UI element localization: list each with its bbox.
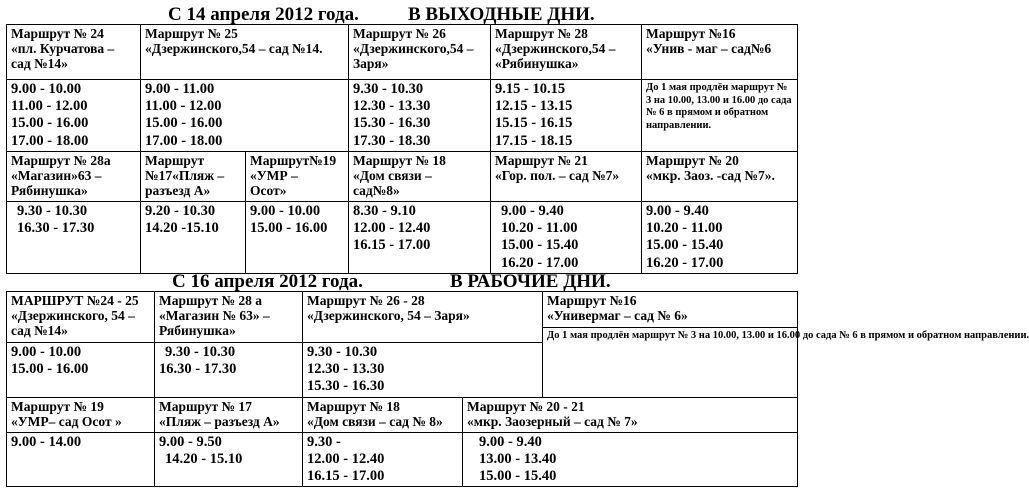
weekend-times-18 <box>349 202 491 274</box>
workday-note-16: До 1 мая продлён маршрут № 3 на 10.00, 13.00 и 16.00 до сада № 6 в прямом и обратном направлении. <box>543 327 797 343</box>
workday-heading-days: В РАБОЧИЕ ДНИ. <box>450 271 611 292</box>
time-range: 14.20 -15.10 <box>145 220 219 237</box>
time-range: 12.00 - 12.40 <box>353 220 431 237</box>
route-number: Маршрут № 18 <box>353 153 446 168</box>
time-range: 10.20 - 11.00 <box>501 220 578 237</box>
weekend-route-19 <box>246 152 349 202</box>
time-range: 15.00 - 16.00 <box>11 361 89 378</box>
time-range: 9.15 - 10.15 <box>495 81 566 97</box>
route-number: Маршрут № 20 <box>646 153 739 168</box>
route-desc: «Дом связи – <box>353 168 432 183</box>
workday-times-18 <box>303 433 463 487</box>
route-number: Маршрут № 26 <box>353 26 446 41</box>
time-range: 9.30 - 10.30 <box>165 344 236 360</box>
weekend-route-17 <box>141 152 246 202</box>
route-desc: «Универмаг – сад № 6» <box>547 308 688 323</box>
route-number: Маршрут №16 <box>547 293 637 308</box>
time-range: 10.20 - 11.00 <box>646 220 723 237</box>
time-range: 15.30 - 16.30 <box>353 115 431 132</box>
weekend-route-21 <box>491 152 642 202</box>
route-number: Маршрут № 25 <box>145 26 238 41</box>
weekend-times-26 <box>349 80 491 152</box>
route-desc: «пл. Курчатова – <box>11 41 115 56</box>
route-number: Маршрут № 24 <box>11 26 104 41</box>
weekend-route-24 <box>7 25 141 80</box>
route-desc: разъезд А» <box>145 183 211 198</box>
time-range: 16.15 - 17.00 <box>307 468 385 485</box>
weekend-heading-date: С 14 апреля 2012 года. <box>168 4 359 25</box>
route-desc: «мкр. Заозерный – сад № 7» <box>467 414 638 429</box>
workday-times-28a <box>155 343 303 398</box>
workday-schedule-table <box>6 291 1029 487</box>
route-number: Маршрут № 21 <box>495 153 588 168</box>
time-range: 9.00 - 14.00 <box>11 434 82 450</box>
route-desc: №17«Пляж – <box>145 168 225 183</box>
time-range: 15.30 - 16.30 <box>307 378 385 395</box>
weekend-route-26 <box>349 25 491 80</box>
route-desc: «Рябинушка» <box>495 56 579 71</box>
route-number: Маршрут № 19 <box>11 399 104 414</box>
time-range: 15.00 - 16.00 <box>250 220 328 237</box>
route-desc: «Дзержинского, 54 – <box>11 308 135 323</box>
workday-route-28a <box>155 292 303 343</box>
time-range: 17.30 - 18.30 <box>353 132 431 149</box>
route-desc: Осот» <box>250 183 287 198</box>
workday-route-16 <box>543 292 1029 398</box>
time-range: 12.30 - 13.30 <box>353 98 431 115</box>
route-desc: «Дзержинского,54 – <box>495 41 616 56</box>
route-desc: «Магазин № 63» – <box>159 308 270 323</box>
route-desc: Рябинушка» <box>159 323 236 338</box>
workday-route-18 <box>303 398 463 433</box>
workday-times-24-25 <box>7 343 155 398</box>
route-number: МАРШРУТ №24 - 25 <box>11 293 139 308</box>
weekend-row2-times <box>7 202 798 274</box>
route-desc: «УМР– сад Осот » <box>11 414 122 429</box>
time-range: 9.00 - 9.40 <box>501 203 564 219</box>
weekend-route-25 <box>141 25 349 80</box>
weekend-heading-days: В ВЫХОДНЫЕ ДНИ. <box>408 4 595 25</box>
time-range: 14.20 - 15.10 <box>165 451 243 468</box>
time-range: 16.30 - 17.30 <box>17 220 95 237</box>
workday-times-20-21 <box>463 433 798 487</box>
workday-route-20-21 <box>463 398 798 433</box>
route-desc: «Дзержинского,54 – <box>353 41 474 56</box>
time-range: 17.15 - 18.15 <box>495 132 573 149</box>
route-desc: «мкр. Заоз. -сад №7». <box>646 168 775 183</box>
time-range: 9.00 - 11.00 <box>145 81 215 97</box>
weekend-route-16 <box>642 25 798 80</box>
workday-route-24-25 <box>7 292 155 343</box>
route-desc: «УМР – <box>250 168 298 183</box>
time-range: 9.30 - 10.30 <box>353 81 424 97</box>
time-range: 15.15 - 16.15 <box>495 115 573 132</box>
time-range: 12.30 - 13.30 <box>307 361 385 378</box>
time-range: 16.15 - 17.00 <box>353 237 431 254</box>
route-desc: «Магазин»63 – <box>11 168 102 183</box>
workday-times-19 <box>7 433 155 487</box>
weekend-row2-routes <box>7 152 798 202</box>
workday-route-26-28 <box>303 292 543 343</box>
weekend-times-24 <box>7 80 141 152</box>
time-range: 9.20 - 10.30 <box>145 203 216 219</box>
route-number: Маршрут № 17 <box>159 399 252 414</box>
time-range: 8.30 - 9.10 <box>353 203 416 219</box>
route-number: Маршрут № 28 <box>495 26 588 41</box>
time-range: 11.00 - 12.00 <box>11 98 88 115</box>
workday-row1-routes <box>7 292 798 343</box>
time-range: 15.00 - 16.00 <box>11 115 89 132</box>
time-range: 16.20 - 17.00 <box>646 254 724 271</box>
weekend-note-16: До 1 мая продлён маршрут № 3 на 10.00, 13.00 и 16.00 до сада № 6 в прямом и обратном направлении. <box>642 80 798 152</box>
weekend-row1-routes <box>7 25 798 80</box>
time-range: 11.00 - 12.00 <box>145 98 222 115</box>
time-range: 17.00 - 18.00 <box>145 132 223 149</box>
weekend-route-28a <box>7 152 141 202</box>
weekend-times-20 <box>642 202 798 274</box>
time-range: 16.20 - 17.00 <box>501 254 579 271</box>
workday-times-17 <box>155 433 303 487</box>
route-desc: Заря» <box>353 56 389 71</box>
weekend-times-28 <box>491 80 642 152</box>
route-number: Маршрут №16 <box>646 26 736 41</box>
route-desc: «Унив - маг – сад№6 <box>646 41 772 56</box>
weekend-route-18 <box>349 152 491 202</box>
route-desc: «Дзержинского, 54 – Заря» <box>307 308 470 323</box>
time-range: 9.00 - 10.00 <box>11 344 82 360</box>
time-range: 15.00 - 15.40 <box>646 237 724 254</box>
weekend-row1-times <box>7 80 798 152</box>
route-number: Маршрут № 28а <box>11 153 111 168</box>
time-range: 15.00 - 15.40 <box>501 237 579 254</box>
time-range: 9.00 - 10.00 <box>11 81 82 97</box>
route-desc: «Дом связи – сад № 8» <box>307 414 443 429</box>
route-desc: «Гор. пол. – сад №7» <box>495 168 620 183</box>
time-range: 15.00 - 16.00 <box>145 115 223 132</box>
time-range: 9.30 - 10.30 <box>17 203 88 219</box>
time-range: 9.00 - 9.50 <box>159 434 222 450</box>
route-desc: Рябинушка» <box>11 183 88 198</box>
workday-route-19 <box>7 398 155 433</box>
time-range: 9.30 - 10.30 <box>307 344 378 360</box>
route-number: Маршрут № 20 - 21 <box>467 399 585 414</box>
route-desc: сад№8» <box>353 183 400 198</box>
route-number: Маршрут№19 <box>250 153 337 168</box>
time-range: 9.00 - 9.40 <box>646 203 709 219</box>
route-number: Маршрут № 28 а <box>159 293 263 308</box>
time-range: 17.00 - 18.00 <box>11 132 89 149</box>
weekend-route-20 <box>642 152 798 202</box>
time-range: 9.30 - <box>307 434 341 450</box>
route-desc: сад №14» <box>11 56 68 71</box>
route-number: Маршрут № 18 <box>307 399 400 414</box>
route-desc: «Пляж – разъезд А» <box>159 414 280 429</box>
workday-row2-times <box>7 433 798 487</box>
route-desc: «Дзержинского,54 – сад №14. <box>145 41 323 56</box>
time-range: 15.00 - 15.40 <box>479 468 557 485</box>
time-range: 12.15 - 13.15 <box>495 98 573 115</box>
workday-times-26-28 <box>303 343 543 398</box>
workday-heading-date: С 16 апреля 2012 года. <box>172 271 363 292</box>
weekend-times-21 <box>491 202 642 274</box>
time-range: 9.00 - 9.40 <box>479 434 542 450</box>
weekend-route-28 <box>491 25 642 80</box>
time-range: 9.00 - 10.00 <box>250 203 321 219</box>
weekend-times-17 <box>141 202 246 274</box>
route-desc: сад №14» <box>11 323 68 338</box>
weekend-times-28a <box>7 202 141 274</box>
workday-row2-routes <box>7 398 798 433</box>
time-range: 12.00 - 12.40 <box>307 451 385 468</box>
route-number: Маршрут № 26 - 28 <box>307 293 425 308</box>
time-range: 16.30 - 17.30 <box>159 361 237 378</box>
weekend-times-19 <box>246 202 349 274</box>
route-number: Маршрут <box>145 153 205 168</box>
weekend-schedule-table <box>6 24 798 274</box>
weekend-times-25 <box>141 80 349 152</box>
time-range: 13.00 - 13.40 <box>479 451 557 468</box>
workday-route-17 <box>155 398 303 433</box>
